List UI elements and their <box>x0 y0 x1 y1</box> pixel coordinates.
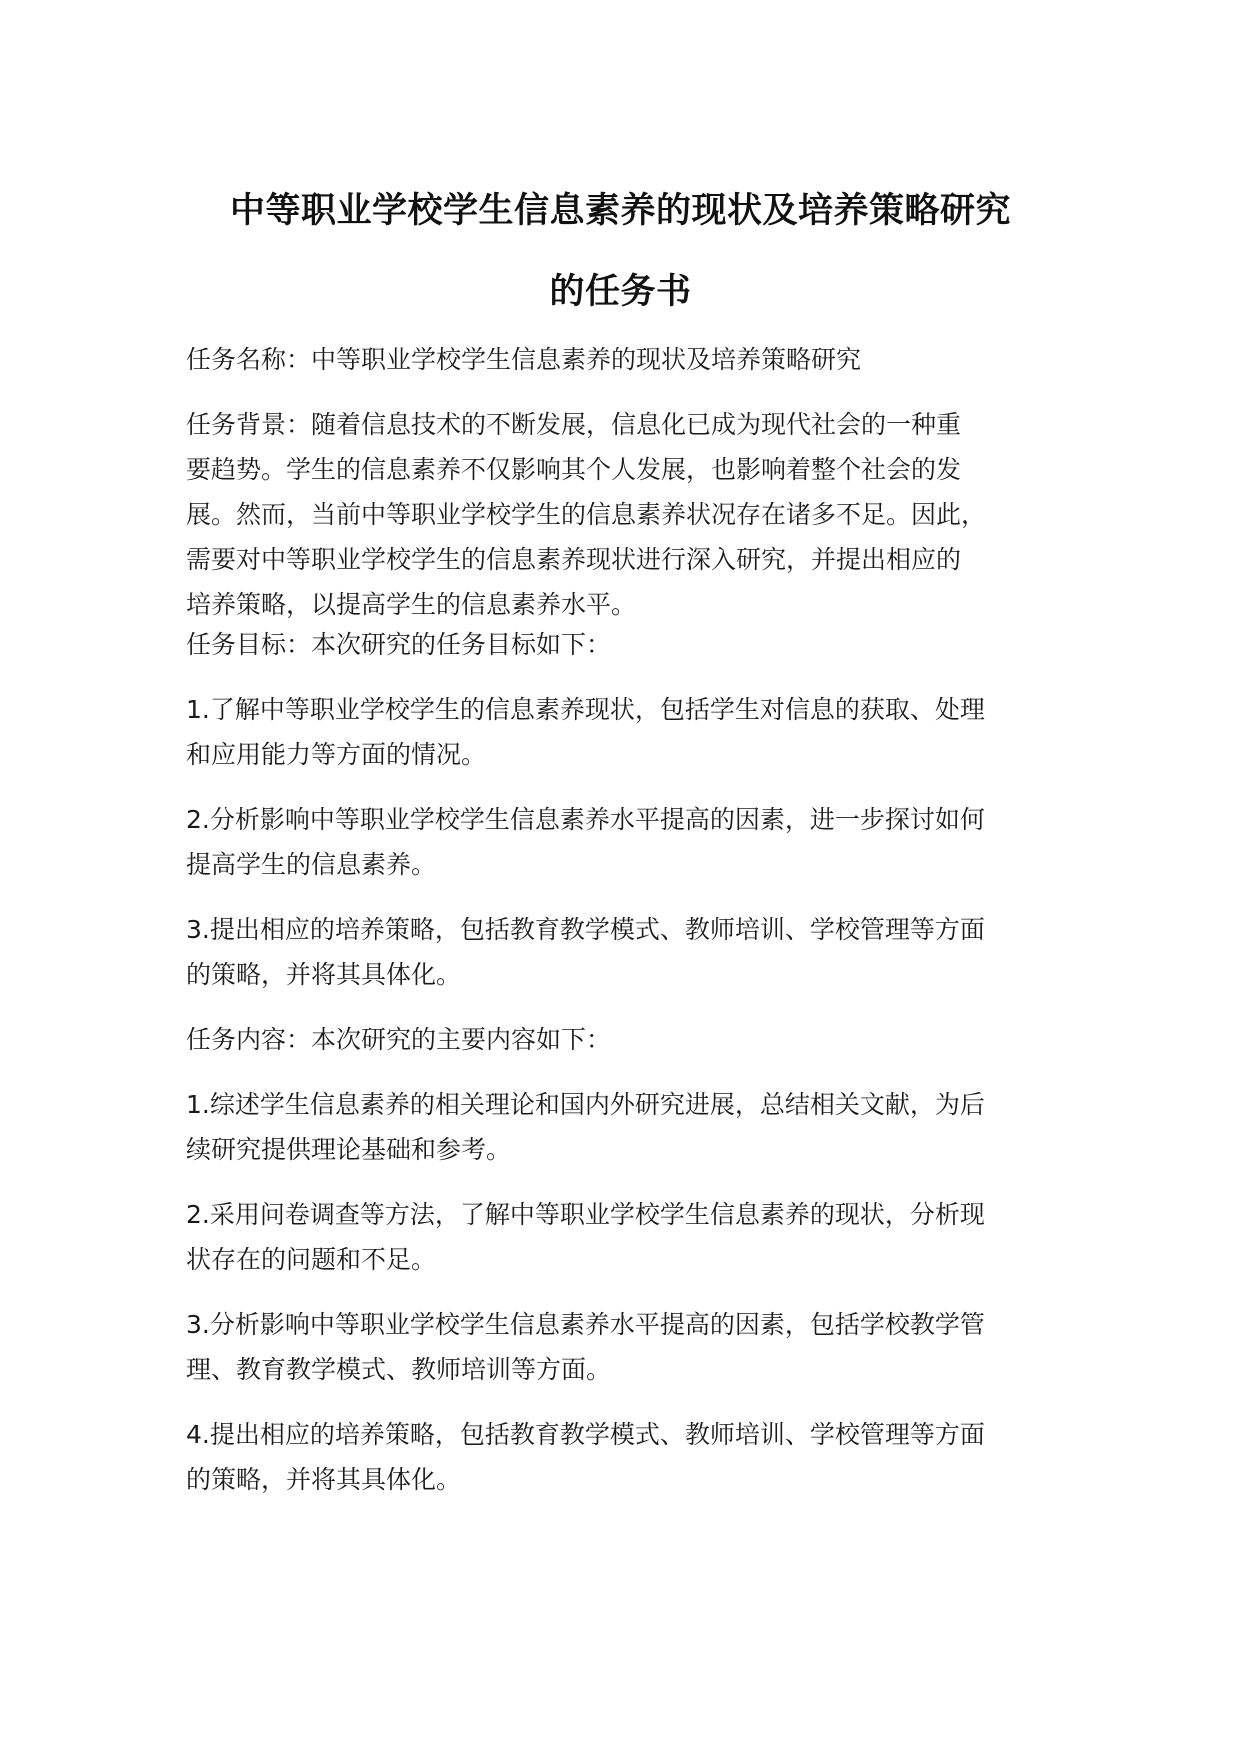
goal-intro-line: 任务目标：本次研究的任务目标如下： <box>186 630 612 659</box>
task-name-line: 任务名称：中等职业学校学生信息素养的现状及培养策略研究 <box>186 345 862 374</box>
goal-item-3 <box>186 907 1080 997</box>
goal-item-line: 提高学生的信息素养。 <box>186 850 437 879</box>
goal-item-line: 1.了解中等职业学校学生的信息素养现状，包括学生对信息的获取、处理 <box>186 695 985 724</box>
task-name-paragraph <box>186 337 1080 382</box>
content-item-line: 1.综述学生信息素养的相关理论和国内外研究进展，总结相关文献，为后 <box>186 1090 985 1119</box>
goal-item-1 <box>186 687 1080 777</box>
background-line: 需要对中等职业学校学生的信息素养现状进行深入研究，并提出相应的 <box>186 545 962 574</box>
content-item-line: 理、教育教学模式、教师培训等方面。 <box>186 1355 612 1384</box>
content-item-line: 状存在的问题和不足。 <box>186 1245 437 1274</box>
document-title-line-2: 的任务书 <box>549 272 692 312</box>
task-content-intro <box>186 1017 1080 1062</box>
content-item-4 <box>186 1412 1080 1502</box>
background-line: 任务背景：随着信息技术的不断发展，信息化已成为现代社会的一种重 <box>186 410 962 439</box>
goal-item-2 <box>186 797 1080 887</box>
content-item-line: 续研究提供理论基础和参考。 <box>186 1135 512 1164</box>
goal-item-line: 3.提出相应的培养策略，包括教育教学模式、教师培训、学校管理等方面 <box>186 915 985 944</box>
content-item-line: 2.采用问卷调查等方法，了解中等职业学校学生信息素养的现状，分析现 <box>186 1200 985 1229</box>
goal-item-line: 2.分析影响中等职业学校学生信息素养水平提高的因素，进一步探讨如何 <box>186 805 985 834</box>
task-goal-intro <box>186 622 1080 667</box>
document-title-line-1: 中等职业学校学生信息素养的现状及培养策略研究 <box>229 191 1011 231</box>
goal-item-line: 的策略，并将其具体化。 <box>186 960 462 989</box>
content-item-line: 4.提出相应的培养策略，包括教育教学模式、教师培训、学校管理等方面 <box>186 1420 985 1449</box>
background-line: 展。然而，当前中等职业学校学生的信息素养状况存在诸多不足。因此， <box>186 500 987 529</box>
task-background-paragraph <box>186 402 1080 627</box>
background-line: 培养策略，以提高学生的信息素养水平。 <box>186 590 637 619</box>
content-item-1 <box>186 1082 1080 1172</box>
goal-item-line: 和应用能力等方面的情况。 <box>186 740 487 769</box>
content-item-line: 3.分析影响中等职业学校学生信息素养水平提高的因素，包括学校教学管 <box>186 1310 985 1339</box>
background-line: 要趋势。学生的信息素养不仅影响其个人发展，也影响着整个社会的发 <box>186 455 962 484</box>
content-intro-line: 任务内容：本次研究的主要内容如下： <box>186 1025 612 1054</box>
content-item-line: 的策略，并将其具体化。 <box>186 1465 462 1494</box>
content-item-3 <box>186 1302 1080 1392</box>
content-item-2 <box>186 1192 1080 1282</box>
